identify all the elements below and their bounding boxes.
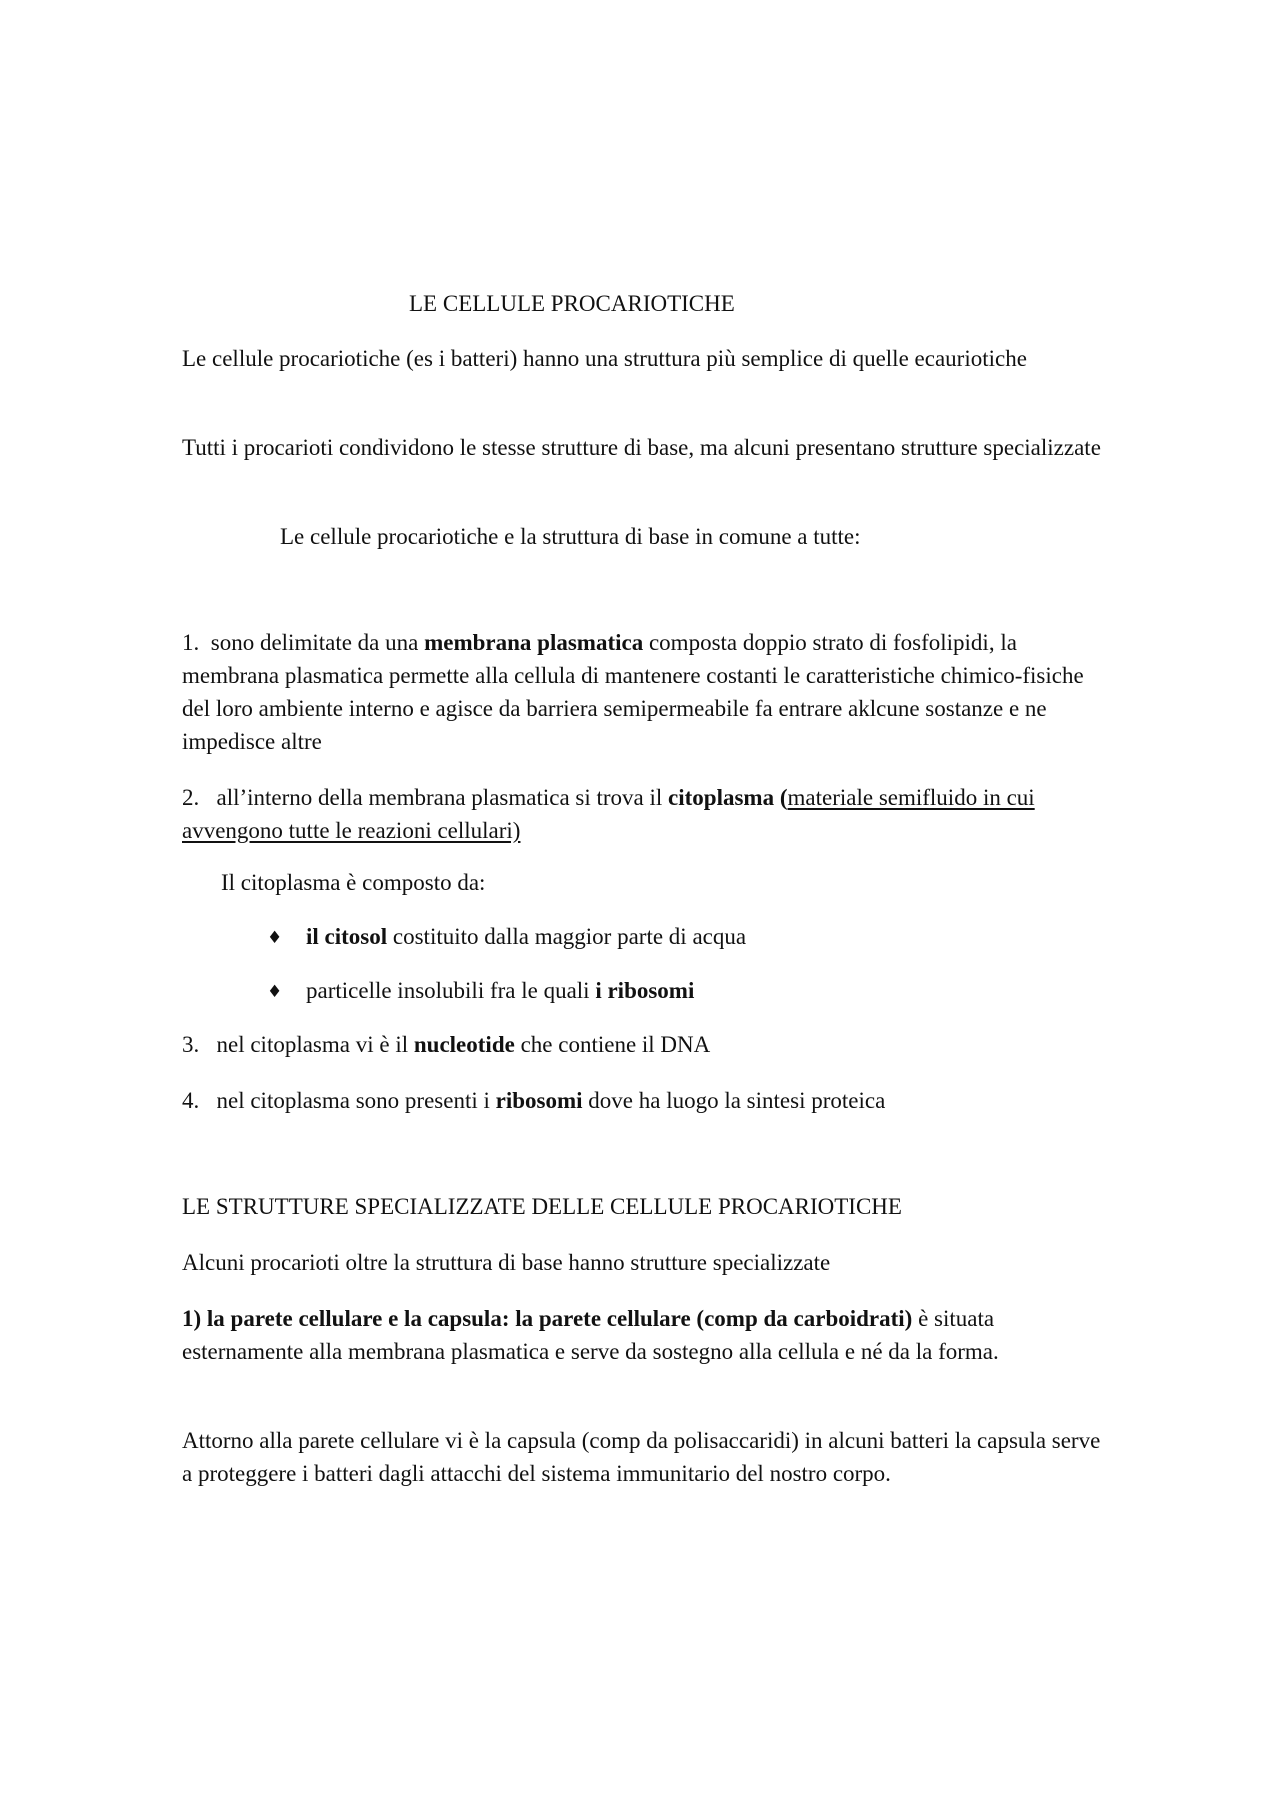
underlined-definition: materiale semifluido in cui avvengono tutte le reazioni cellulari) [182,785,1035,843]
diamond-bullet-icon: ♦ [267,982,283,1002]
section-intro: Alcuni procarioti oltre la struttura di base hanno strutture specializzate [182,1250,831,1275]
bold-term: ribosomi [495,1088,583,1113]
bullet-item: il citosol costituito dalla maggior parte di acqua [306,924,747,949]
intro-paragraph-1: Le cellule procariotiche (es i batteri) hanno una struttura più semplice di quelle ecauriotiche [182,346,1027,371]
section-heading: LE STRUTTURE SPECIALIZZATE DELLE CELLULE PROCARIOTICHE [182,1194,902,1219]
diamond-bullet-icon: ♦ [267,928,283,948]
intro-paragraph-2: Tutti i procarioti condividono le stesse strutture di base, ma alcuni presentano strutture specializzate [182,435,1101,460]
bold-term: membrana plasmatica [424,630,644,655]
bullet-item: particelle insolubili fra le quali i ribosomi [306,978,695,1003]
list-item-number: 4. [182,1088,200,1113]
capsule-paragraph: Attorno alla parete cellulare vi è la capsula (comp da polisaccaridi) in alcuni batteri la capsula serve a proteggere i batteri dagli attacchi del sistema immunitario del nostro corpo. [182,1428,1101,1486]
basic-structure-subheading: Le cellule procariotiche e la struttura di base in comune a tutte: [280,524,861,549]
cytoplasm-lead: Il citoplasma è composto da: [221,870,486,895]
list-item: 4. nel citoplasma sono presenti i ribosomi dove ha luogo la sintesi proteica [182,1084,1102,1117]
list-item: 1. sono delimitate da una membrana plasmatica composta doppio strato di fosfolipidi, la membrana plasmatica permette alla cellula di mantenere costanti le caratteristiche chimico-fisiche del loro ambiente interno e agisce da barriera semipermeabile fa entrare aklcune sostanze e ne impedisce altre [182,626,1102,758]
bold-term: i ribosomi [595,978,695,1003]
bold-term: 1) la parete cellulare e la capsula: la parete cellulare (comp da carboidrati) [182,1306,913,1331]
bold-term: il citosol [306,924,388,949]
list-item-number: 2. [182,785,200,810]
cell-wall-paragraph: 1) la parete cellulare e la capsula: la parete cellulare (comp da carboidrati) è situata esternamente alla membrana plasmatica e serve da sostegno alla cellula e né da la forma. [182,1306,999,1364]
bold-term: citoplasma ( [668,785,788,810]
bold-term: nucleotide [413,1032,515,1057]
list-item: 2. all’interno della membrana plasmatica si trova il citoplasma (materiale semifluido in cui avvengono tutte le reazioni cellulari) [182,781,1102,847]
list-item-number: 3. [182,1032,200,1057]
page-title: LE CELLULE PROCARIOTICHE [409,291,735,316]
list-item-number: 1. [182,630,200,655]
list-item: 3. nel citoplasma vi è il nucleotide che contiene il DNA [182,1028,1102,1061]
